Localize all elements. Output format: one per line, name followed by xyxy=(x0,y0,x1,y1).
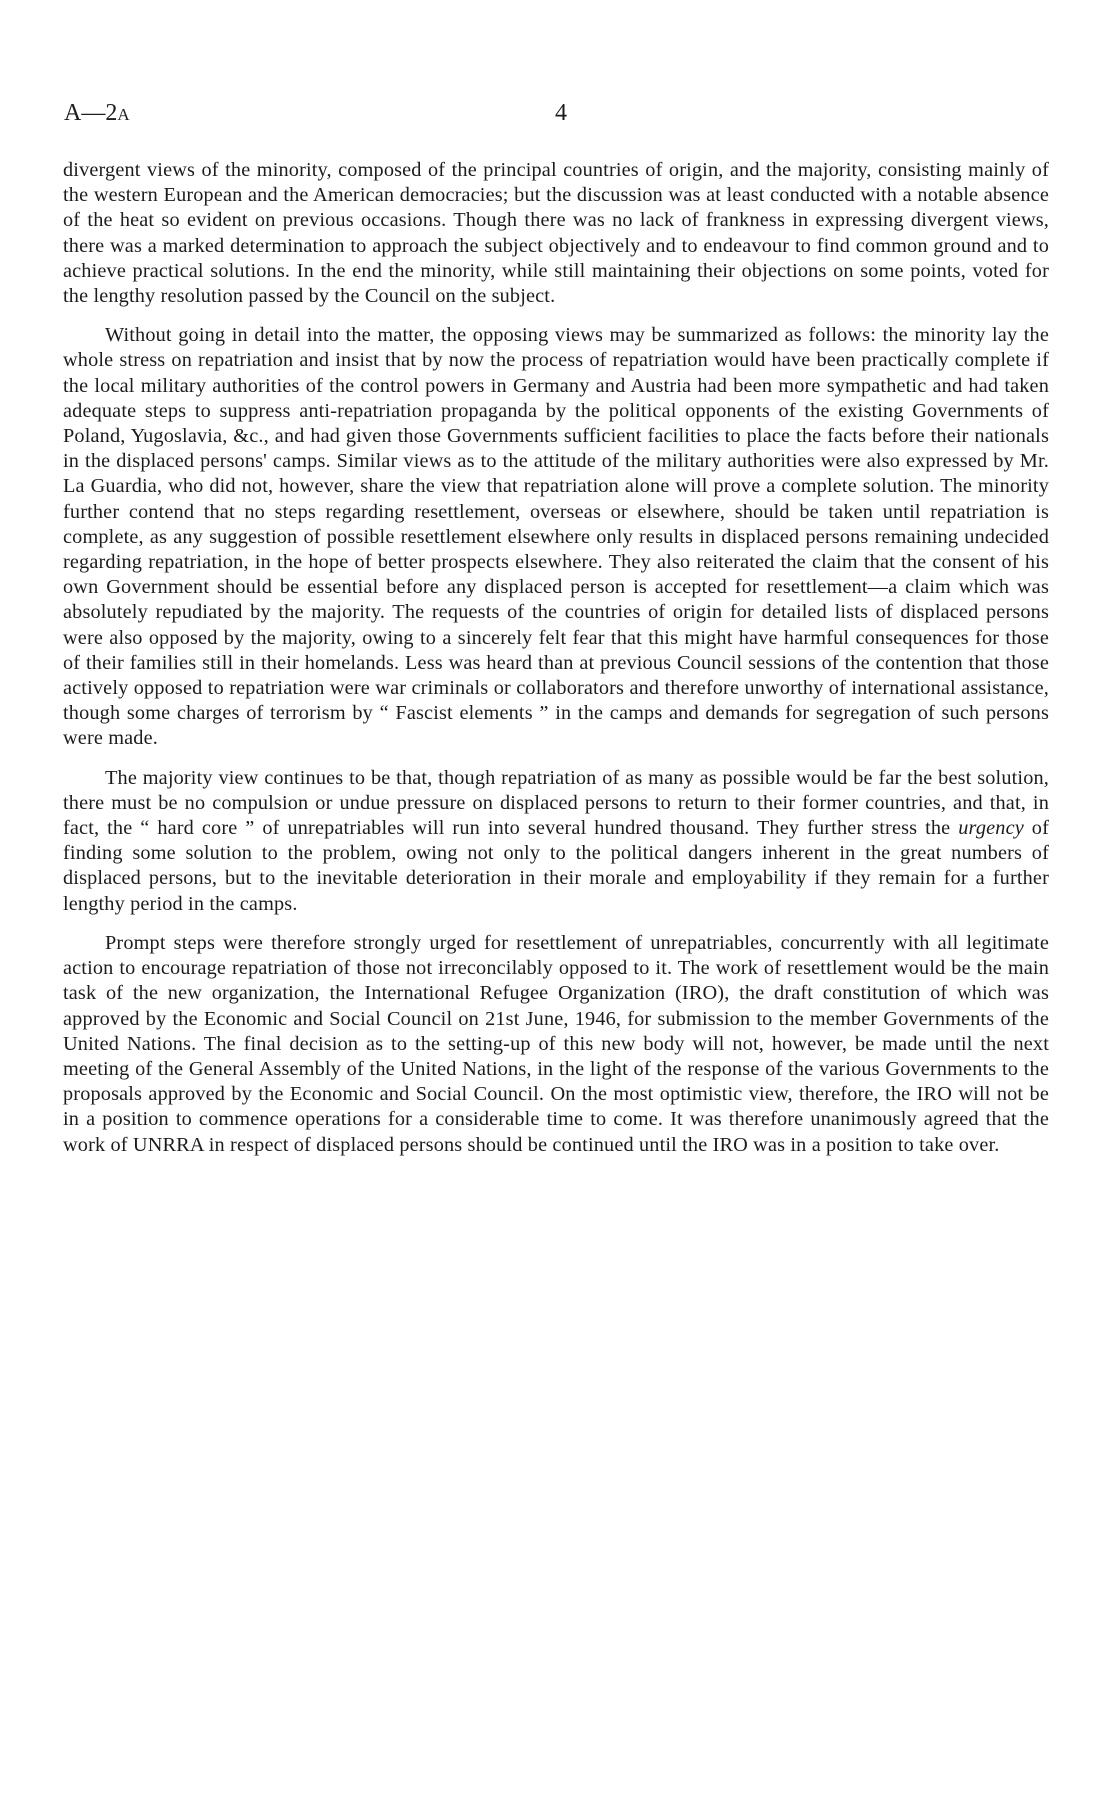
paragraph-continuation: divergent views of the minority, composed of the principal countries of origin, and the majority, consisting mainly of the western European and the American democracies; but the discussion was at least conducted with a notable absence of the heat so evident on previous occasions. Though there was no lack of frankness in expressing divergent views, there was a marked determination to approach the subject objectively and to endeavour to find common ground and to achieve practical solutions. In the end the minority, while still maintaining their objections on some points, voted for the lengthy resolution passed by the Council on the subject. xyxy=(63,159,1049,308)
page-header xyxy=(64,100,1050,136)
paragraph-majority-view: The majority view continues to be that, though repatriation of as many as possible would be far the best solution, there must be no compulsion or undue pressure on displaced persons to return to their former countries, and that, in fact, the “ hard core ” of unrepatriables will run into several hundred thousand. They further stress the urgency of finding some solution to the problem, owing not only to the political dangers inherent in the great numbers of displaced persons, but to the inevitable deterioration in their morale and employability if they remain for a further lengthy period in the camps. xyxy=(63,766,1049,915)
body-text xyxy=(63,158,1049,1172)
document-reference: A—2A xyxy=(64,100,130,126)
paragraph-opposing-views: Without going in detail into the matter, the opposing views may be summarized as follows: the minority lay the whole stress on repatriation and insist that by now the process of repatriation would have been practically complete if the local military authorities of the control powers in Germany and Austria had been more sympathetic and had taken adequate steps to suppress anti-repatriation propaganda by the political opponents of the existing Governments of Poland, Yugoslavia, &c., and had given those Governments sufficient facilities to place the facts before their nationals in the displaced persons' camps. Similar views as to the attitude of the military authorities were also expressed by Mr. La Guardia, who did not, however, share the view that repatriation alone will prove a complete solution. The minority further contend that no steps regarding resettlement, overseas or elsewhere, should be taken until repatriation is complete, as any suggestion of possible resettlement elsewhere only results in displaced persons remaining undecided regarding repatriation, in the hope of better prospects elsewhere. They also reiterated the claim that the consent of his own Government should be essential before any displaced person is accepted for resettlement—a claim which was absolutely repudiated by the majority. The requests of the countries of origin for detailed lists of displaced persons were also opposed by the majority, owing to a sincerely felt fear that this might have harmful consequences for those of their families still in their homelands. Less was heard than at previous Council sessions of the contention that those actively opposed to repatriation were war criminals or collaborators and therefore unworthy of international assistance, though some charges of terrorism by “ Fascist elements ” in the camps and demands for segregation of such persons were made. xyxy=(63,324,1049,750)
emphasis-urgency: urgency xyxy=(958,817,1024,840)
paragraph-resettlement: Prompt steps were therefore strongly urged for resettlement of unrepatriables, concurrently with all legitimate action to encourage repatriation of those not irreconcilably opposed to it. The work of resettlement would be the main task of the new organization, the International Refugee Organization (IRO), the draft constitution of which was approved by the Economic and Social Council on 21st June, 1946, for submission to the member Governments of the United Nations. The final decision as to the setting-up of this new body will not, however, be made until the next meeting of the General Assembly of the United Nations, in the light of the response of the various Governments to the proposals approved by the Economic and Social Council. On the most optimistic view, therefore, the IRO will not be in a position to commence operations for a considerable time to come. It was therefore unanimously agreed that the work of UNRRA in respect of displaced persons should be continued until the IRO was in a position to take over. xyxy=(63,931,1049,1156)
page-number: 4 xyxy=(555,100,567,126)
